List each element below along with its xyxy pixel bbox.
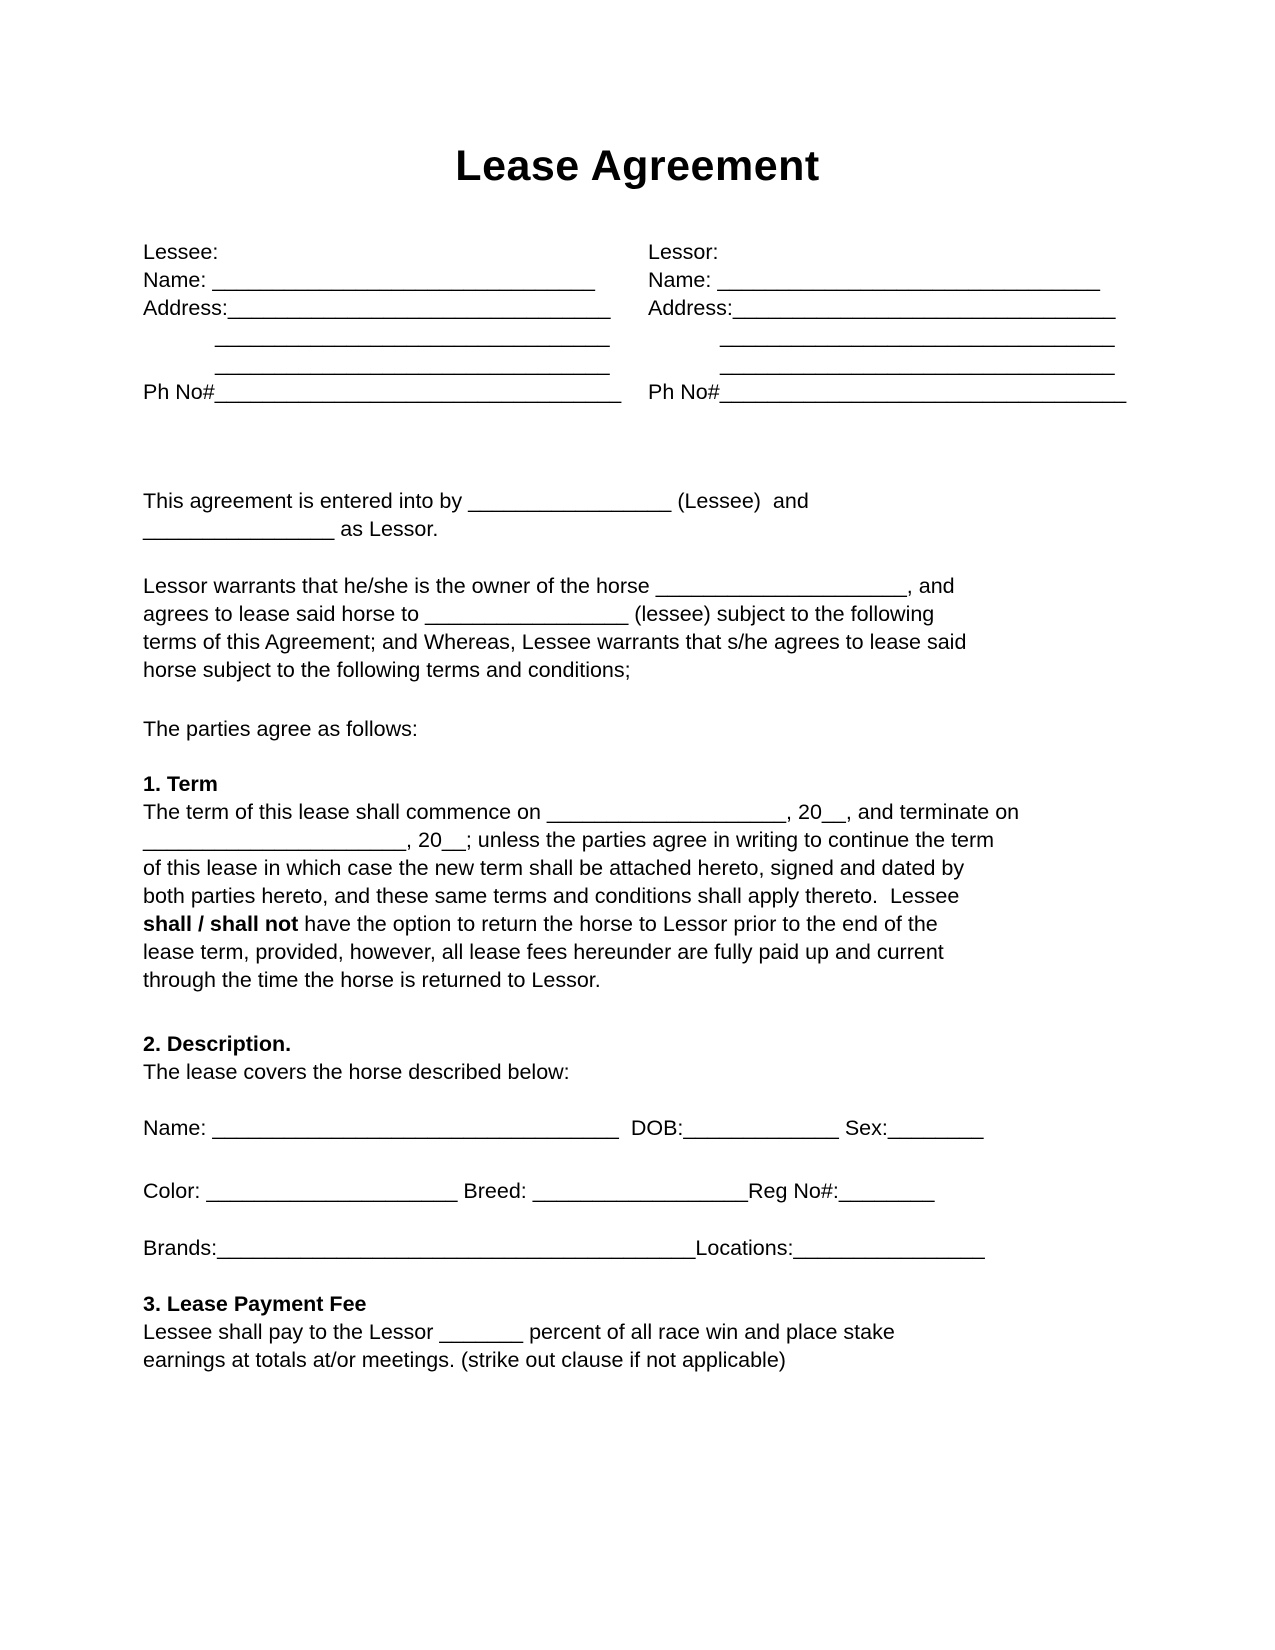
horse-color-label: Color: — [143, 1179, 207, 1203]
term-line: of this lease in which case the new term shall be attached hereto, signed and dated by — [143, 856, 965, 880]
horse-dob-label: DOB: — [618, 1116, 684, 1140]
lessor-address-cont1-blank[interactable]: _________________________________ — [720, 324, 1115, 348]
lessee-address-cont1-blank[interactable]: _________________________________ — [215, 324, 610, 348]
horse-sex-blank[interactable]: ________ — [887, 1116, 984, 1140]
term-line: lease term, provided, however, all lease fees hereunder are fully paid up and current — [143, 940, 944, 964]
lessee-address-label: Address: — [143, 296, 228, 320]
section-payment — [143, 1290, 1275, 1374]
horse-brands-row — [143, 1234, 1275, 1262]
warranty-line: agrees to lease said horse to _________________ (lessee) subject to the following — [143, 602, 935, 626]
lessee-block — [143, 238, 648, 406]
horse-sex-label: Sex: — [838, 1116, 888, 1140]
description-heading: 2. Description. — [143, 1032, 292, 1056]
lessor-address-cont-row — [648, 350, 1126, 378]
lessor-name-row — [648, 266, 1126, 294]
horse-locations-blank[interactable]: ________________ — [793, 1236, 985, 1260]
horse-color-blank[interactable]: _____________________ — [206, 1179, 458, 1203]
lessee-address-cont2-blank[interactable]: _________________________________ — [215, 352, 610, 376]
horse-brands-label: Brands: — [143, 1236, 218, 1260]
intro-text: (Lessee) and — [671, 489, 809, 513]
lessee-phone-label: Ph No# — [143, 380, 215, 404]
section-description — [143, 1030, 1275, 1086]
lessor-address-row — [648, 294, 1126, 322]
lessor-phone-blank[interactable]: __________________________________ — [719, 380, 1127, 404]
lessee-address-cont-row — [143, 322, 648, 350]
term-heading: 1. Term — [143, 772, 218, 796]
parties-block — [143, 238, 1275, 406]
entered-by-lessee-blank[interactable]: _________________ — [468, 489, 672, 513]
lessee-name-blank[interactable]: ________________________________ — [212, 268, 595, 292]
horse-dob-blank[interactable]: _____________ — [683, 1116, 839, 1140]
lessee-name-row — [143, 266, 648, 294]
agree-line: The parties agree as follows: — [143, 717, 418, 741]
horse-name-label: Name: — [143, 1116, 213, 1140]
term-line: through the time the horse is returned to Lessor. — [143, 968, 601, 992]
lessor-name-label: Name: — [648, 268, 718, 292]
intro-line-2 — [143, 515, 1275, 543]
payment-text: percent of all race win and place stake — [523, 1320, 895, 1344]
term-text: have the option to return the horse to Lessor prior to the end of the — [298, 912, 938, 936]
horse-regno-label: Reg No#: — [747, 1179, 839, 1203]
description-intro: The lease covers the horse described below: — [143, 1060, 570, 1084]
horse-breed-blank[interactable]: __________________ — [532, 1179, 748, 1203]
agree-paragraph — [143, 715, 1275, 743]
section-term — [143, 770, 1275, 994]
term-line: The term of this lease shall commence on ____________________, 20__, and terminate on — [143, 800, 1020, 824]
payment-text: Lessee shall pay to the Lessor — [143, 1320, 440, 1344]
horse-regno-blank[interactable]: ________ — [838, 1179, 935, 1203]
shall-shall-not-bold: shall / shall not — [143, 912, 299, 936]
intro-line-1 — [143, 487, 1275, 515]
lessee-address-row — [143, 294, 648, 322]
lessee-address-cont-row — [143, 350, 648, 378]
warranty-paragraph — [143, 572, 1275, 684]
lessor-phone-label: Ph No# — [648, 380, 720, 404]
intro-text: as Lessor. — [334, 517, 439, 541]
payment-percent-blank[interactable]: _______ — [439, 1320, 524, 1344]
lessee-role-label: Lessee: — [143, 240, 219, 264]
lessor-phone-row — [648, 378, 1126, 406]
horse-breed-label: Breed: — [457, 1179, 533, 1203]
lessee-name-label: Name: — [143, 268, 213, 292]
horse-brands-blank[interactable]: ________________________________________ — [217, 1236, 696, 1260]
payment-line-1 — [143, 1318, 1275, 1346]
term-line — [143, 910, 1275, 938]
payment-line-2: earnings at totals at/or meetings. (strike out clause if not applicable) — [143, 1348, 786, 1372]
lessor-role-label: Lessor: — [648, 240, 719, 264]
document-content — [143, 238, 1275, 1374]
lessee-phone-row — [143, 378, 648, 406]
horse-name-blank[interactable]: __________________________________ — [212, 1116, 619, 1140]
lessor-address-label: Address: — [648, 296, 733, 320]
lessor-address-cont2-blank[interactable]: _________________________________ — [720, 352, 1115, 376]
term-line: ______________________, 20__; unless the parties agree in writing to continue the term — [143, 828, 995, 852]
horse-locations-label: Locations: — [695, 1236, 794, 1260]
lessor-address-cont-row — [648, 322, 1126, 350]
payment-heading: 3. Lease Payment Fee — [143, 1292, 367, 1316]
warranty-line: Lessor warrants that he/she is the owner of the horse _____________________, and — [143, 574, 955, 598]
lessee-phone-blank[interactable]: __________________________________ — [214, 380, 622, 404]
intro-paragraph — [143, 487, 1275, 543]
intro-text: This agreement is entered into by — [143, 489, 469, 513]
term-line: both parties hereto, and these same terms and conditions shall apply thereto. Lessee — [143, 884, 960, 908]
lessee-address-blank[interactable]: ________________________________ — [227, 296, 611, 320]
horse-color-row — [143, 1177, 1275, 1205]
horse-name-row — [143, 1114, 1275, 1142]
page-title: Lease Agreement — [455, 142, 820, 190]
entered-by-lessor-blank[interactable]: ________________ — [143, 517, 335, 541]
warranty-line: horse subject to the following terms and conditions; — [143, 658, 631, 682]
lessor-address-blank[interactable]: ________________________________ — [732, 296, 1116, 320]
warranty-line: terms of this Agreement; and Whereas, Lessee warrants that s/he agrees to lease said — [143, 630, 967, 654]
lessor-name-blank[interactable]: ________________________________ — [717, 268, 1100, 292]
lessor-block — [648, 238, 1126, 406]
